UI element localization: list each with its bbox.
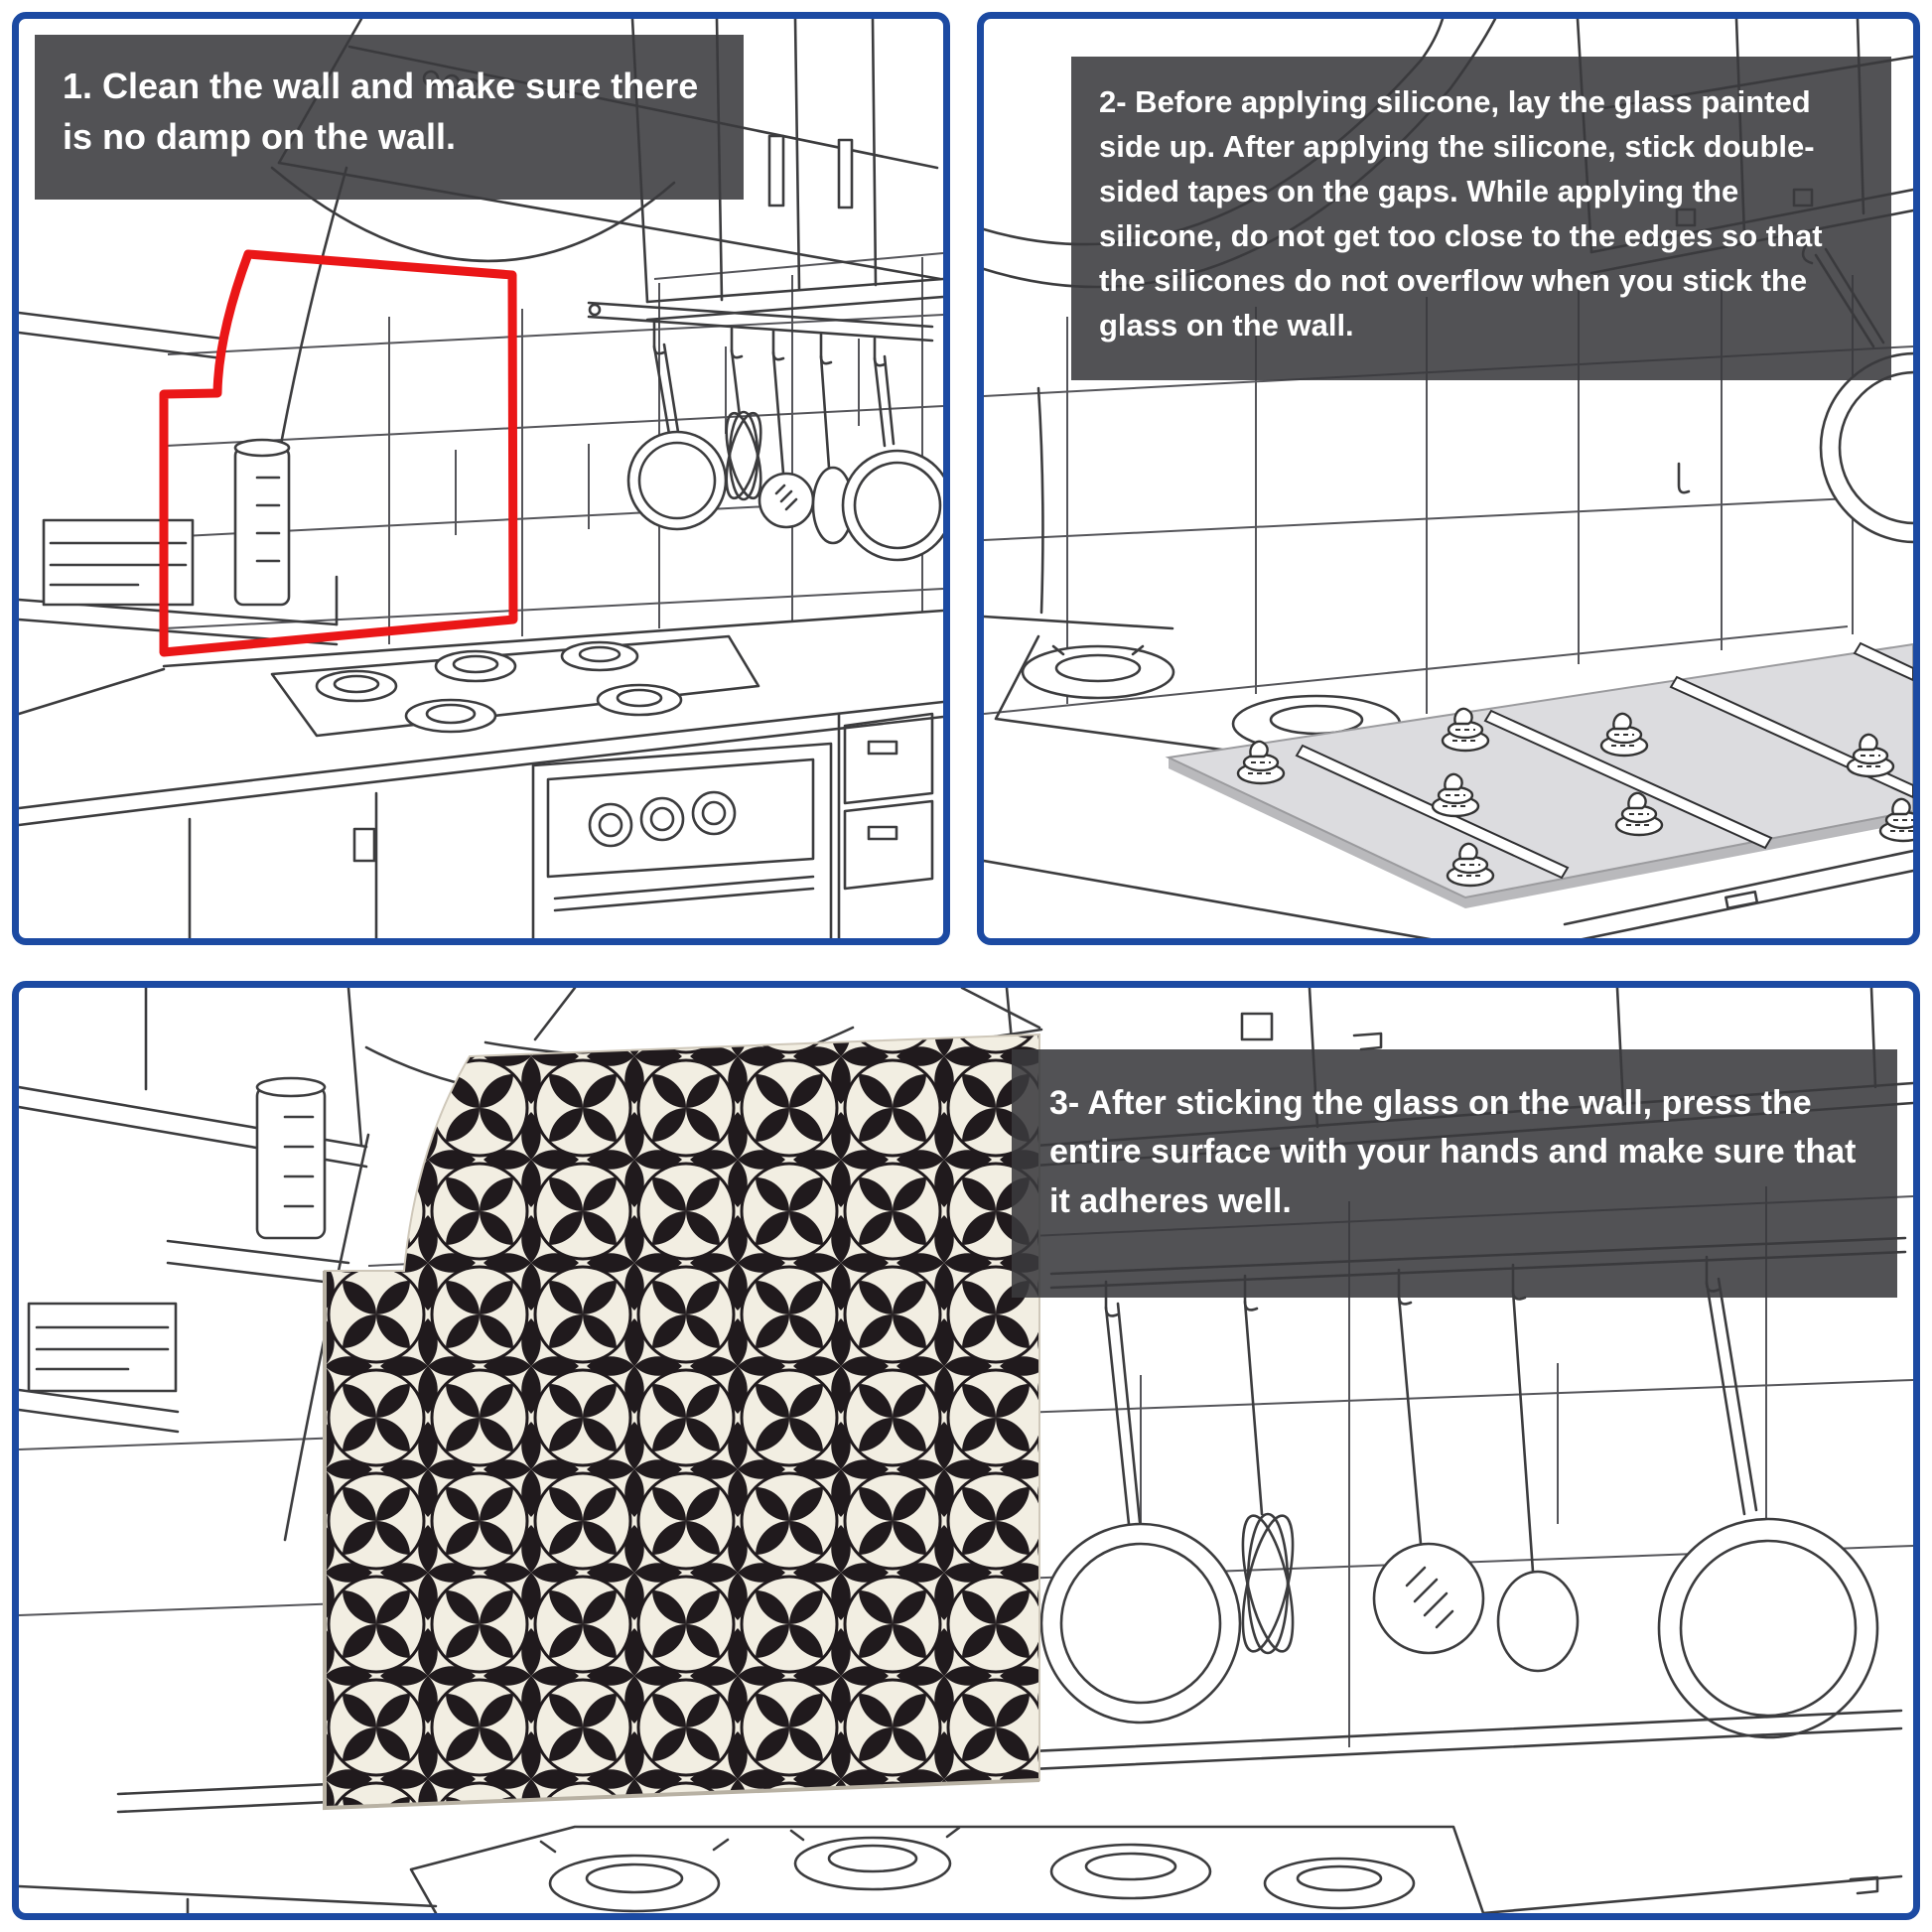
step-3-panel — [12, 981, 1920, 1920]
jar-icon — [235, 440, 289, 605]
left-shelf — [19, 168, 346, 644]
left-cabinets-shelf — [19, 988, 368, 1540]
jar-icon — [257, 1078, 325, 1238]
lower-cabinets — [190, 714, 932, 938]
patterned-glass-panel — [325, 1035, 1039, 1808]
cooktop — [411, 1827, 1877, 1913]
step-caption: 1. Clean the wall and make sure there is no damp on the wall. — [35, 35, 744, 200]
hanging-utensils — [1041, 1279, 1877, 1737]
oven — [533, 744, 831, 938]
backsplash-outline-highlight — [164, 254, 513, 652]
step-caption: 3- After sticking the glass on the wall, press the entire surface with your hands and make sure that it adheres well. — [1012, 1049, 1897, 1298]
step-caption: 2- Before applying silicone, lay the glass painted side up. After applying the silicone, stick double-sided tapes on the gaps. While applying the silicone, do not get too close to the edges so that the silicones do not overflow when you stick the glass on the wall. — [1071, 57, 1891, 380]
stacked-dishes-icon — [29, 1304, 176, 1391]
step-2-panel — [977, 12, 1920, 945]
cooktop — [272, 636, 759, 736]
oven-knobs — [590, 792, 735, 846]
step-1-panel — [12, 12, 950, 945]
hanging-utensils — [628, 345, 943, 560]
stacked-dishes-icon — [44, 520, 193, 605]
